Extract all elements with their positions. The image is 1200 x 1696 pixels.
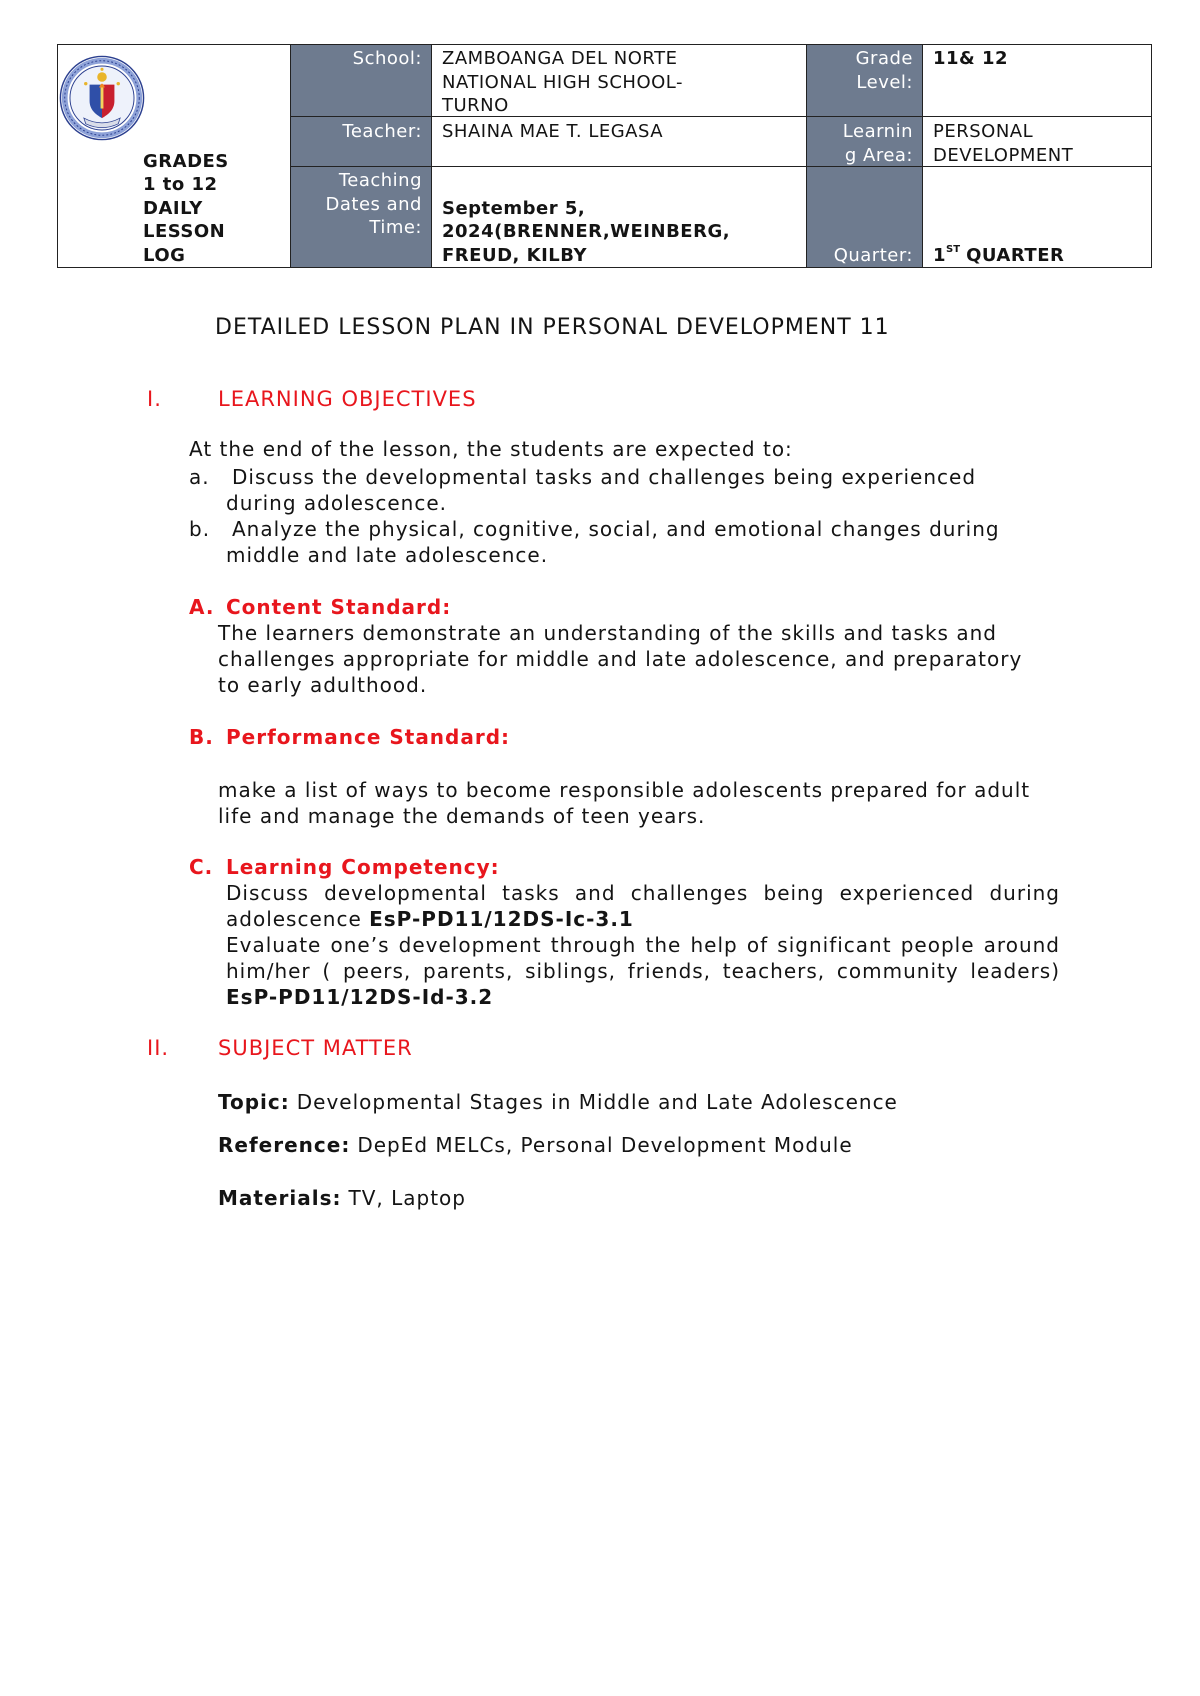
reference-label: Reference: <box>218 1133 351 1157</box>
grade-level-label-line-2: Level: <box>856 71 913 93</box>
quarter-ordinal-suffix: ST <box>946 243 961 255</box>
section-2-heading: SUBJECT MATTER <box>218 1036 413 1060</box>
teaching-dates-value-line-1: September 5, <box>442 197 586 219</box>
learning-competency-line-1: Discuss developmental tasks and challenges being experienced during <box>226 881 1060 905</box>
objective-a-line-2: during adolescence. <box>226 491 447 515</box>
teaching-dates-label-line-1: Teaching <box>338 170 422 191</box>
learning-area-value-line-1: PERSONAL <box>933 121 1034 142</box>
performance-standard-line-1: make a list of ways to become responsible adolescents prepared for adult <box>218 778 1031 802</box>
header-table <box>57 44 1152 268</box>
quarter-value-cell <box>922 167 1151 267</box>
grades-block-title <box>143 150 229 268</box>
school-value-line-3: TURNO <box>442 95 509 116</box>
teacher-value: SHAINA MAE T. LEGASA <box>442 121 664 142</box>
teaching-dates-value-cell <box>431 167 806 267</box>
topic-label: Topic: <box>218 1090 290 1114</box>
teaching-dates-value-line-3: FREUD, KILBY <box>442 244 587 266</box>
performance-standard-heading: Performance Standard: <box>226 725 511 749</box>
document-title: DETAILED LESSON PLAN IN PERSONAL DEVELOPMENT 11 <box>215 315 890 340</box>
school-value-cell <box>431 45 806 117</box>
section-1-heading: LEARNING OBJECTIVES <box>218 387 477 411</box>
materials-row <box>218 1185 466 1211</box>
quarter-label-cell <box>806 167 922 267</box>
grades-line-5: LOG <box>143 244 186 266</box>
objective-b-line-2: middle and late adolescence. <box>226 543 549 567</box>
grades-line-2: 1 to 12 <box>143 174 218 195</box>
learning-competency-line-2-text: adolescence <box>226 907 370 931</box>
teacher-label-cell <box>290 117 431 167</box>
school-label: School: <box>352 48 422 69</box>
objective-a-marker: a. <box>189 465 210 489</box>
quarter-number: 1 <box>933 244 947 266</box>
quarter-text: QUARTER <box>966 244 1065 266</box>
learning-competency-line-2 <box>226 906 634 932</box>
reference-value: DepEd MELCs, Personal Development Module <box>357 1133 853 1157</box>
content-standard-marker: A. <box>189 595 215 619</box>
grades-line-3: DAILY <box>143 197 203 219</box>
materials-value: TV, Laptop <box>348 1186 466 1210</box>
grade-level-label-line-1: Grade <box>855 48 913 69</box>
content-standard-line-1: The learners demonstrate an understanding of the skills and tasks and <box>218 621 997 645</box>
content-standard-line-2: challenges appropriate for middle and late adolescence, and preparatory <box>218 647 1023 671</box>
competency-code-2: EsP-PD11/12DS-Id-3.2 <box>226 985 494 1009</box>
learning-area-label-line-2: g Area: <box>844 144 913 166</box>
objective-b-marker: b. <box>189 517 211 541</box>
competency-code-1: EsP-PD11/12DS-Ic-3.1 <box>369 907 634 931</box>
teaching-dates-label-cell <box>290 167 431 267</box>
deped-seal-logo <box>59 55 145 141</box>
content-standard-heading: Content Standard: <box>226 595 452 619</box>
teacher-value-cell <box>431 117 806 167</box>
learning-area-label-line-1: Learnin <box>842 121 913 142</box>
teacher-label: Teacher: <box>342 121 422 142</box>
topic-value: Developmental Stages in Middle and Late Adolescence <box>296 1090 898 1114</box>
learning-area-label-cell <box>806 117 922 167</box>
topic-row <box>218 1089 898 1115</box>
section-1-numeral: I. <box>147 387 162 411</box>
objectives-intro: At the end of the lesson, the students are expected to: <box>189 437 793 461</box>
school-label-cell <box>290 45 431 117</box>
grades-line-4: LESSON <box>143 221 226 242</box>
grade-level-value-cell <box>922 45 1151 117</box>
objective-b-line-1: Analyze the physical, cognitive, social, and emotional changes during <box>232 517 1000 541</box>
learning-competency-line-4: him/her ( peers, parents, siblings, friends, teachers, community leaders) <box>226 959 1060 983</box>
grade-level-value: 11& 12 <box>933 48 1009 69</box>
school-value-line-2: NATIONAL HIGH SCHOOL- <box>442 71 684 93</box>
objective-a-line-1: Discuss the developmental tasks and challenges being experienced <box>232 465 977 489</box>
performance-standard-line-2: life and manage the demands of teen years. <box>218 804 706 828</box>
learning-competency-line-3: Evaluate one’s development through the help of significant people around <box>226 933 1060 957</box>
school-value-line-1: ZAMBOANGA DEL NORTE <box>442 48 678 69</box>
performance-standard-marker: B. <box>189 725 214 749</box>
grade-level-label-cell <box>806 45 922 117</box>
quarter-value <box>933 244 1151 268</box>
learning-competency-marker: C. <box>189 855 214 879</box>
learning-area-value-cell <box>922 117 1151 167</box>
grades-line-1: GRADES <box>143 150 229 172</box>
grades-cell <box>58 45 290 267</box>
quarter-label: Quarter: <box>833 244 913 266</box>
materials-label: Materials: <box>218 1186 342 1210</box>
learning-competency-heading: Learning Competency: <box>226 855 500 879</box>
teaching-dates-label-line-2: Dates and <box>325 193 422 215</box>
section-2-numeral: II. <box>147 1036 170 1060</box>
learning-area-value-line-2: DEVELOPMENT <box>933 144 1074 166</box>
content-standard-line-3: to early adulthood. <box>218 673 428 697</box>
reference-row <box>218 1132 853 1158</box>
teaching-dates-value-line-2: 2024(BRENNER,WEINBERG, <box>442 221 731 242</box>
teaching-dates-label-line-3: Time: <box>369 217 422 238</box>
